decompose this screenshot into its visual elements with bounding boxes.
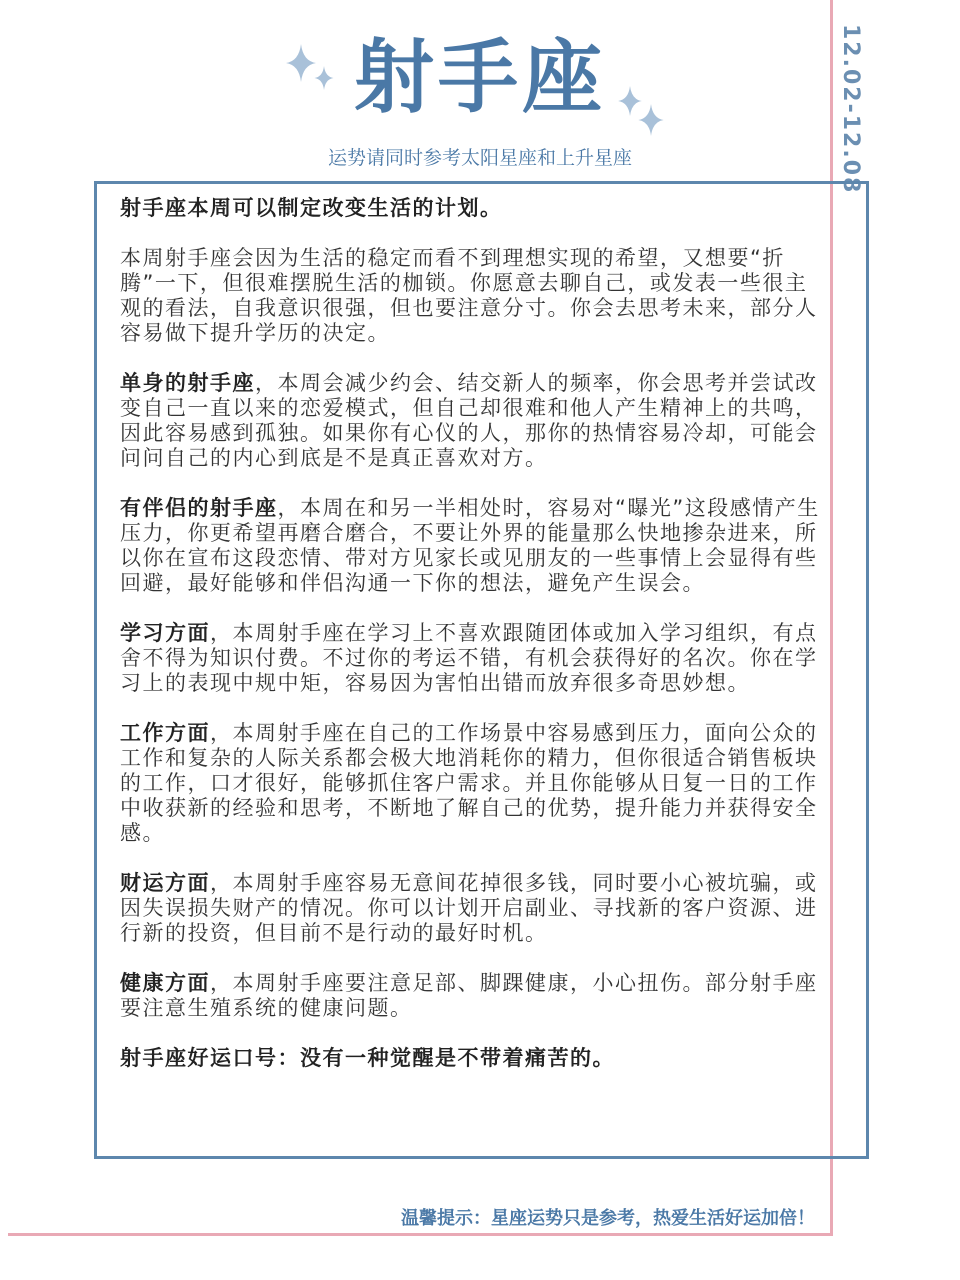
paragraph-health (120, 971, 820, 1021)
paragraph-text: 本周射手座会因为生活的稳定而看不到理想实现的希望，又想要“折腾”一下，但很难摆脱生活的枷锁。你愿意去聊自己，或发表一些很主观的看法，自我意识很强，但也要注意分寸。你会去思考未来，部分人容易做下提升学历的决定。 (120, 246, 818, 345)
footer-tip: 温馨提示：星座运势只是参考，热爱生活好运加倍！ (401, 1208, 815, 1229)
paragraph-slogan (120, 1046, 820, 1071)
paragraph-lead: 财运方面 (120, 871, 210, 895)
paragraph-lead: 工作方面 (120, 721, 210, 745)
paragraph-lead: 射手座本周可以制定改变生活的计划。 (120, 196, 503, 220)
paragraph-text: ，本周在和另一半相处时，容易对“曝光”这段感情产生压力，你更希望再磨合磨合，不要让外界的能量那么快地掺杂进来，所以你在宣布这段恋情、带对方见家长或见朋友的一些事情上会显得有些回避，最好能够和伴侣沟通一下你的想法，避免产生误会。 (120, 496, 820, 595)
paragraph-study (120, 621, 820, 696)
paragraph-overview (120, 246, 820, 346)
paragraph-text: ，本周射手座容易无意间花掉很多钱，同时要小心被坑骗，或因失误损失财产的情况。你可以计划开启副业、寻找新的客户资源、进行新的投资，但目前不是行动的最好时机。 (120, 871, 818, 945)
paragraph-lead: 学习方面 (120, 621, 210, 645)
date-range: 12.02-12.08 (838, 24, 863, 195)
paragraph-lead: 单身的射手座 (120, 371, 255, 395)
paragraph-single (120, 371, 820, 471)
page-title: 射手座 (354, 31, 606, 124)
pink-horizontal-line (8, 1233, 833, 1236)
paragraph-work (120, 721, 820, 846)
page-subtitle: 运势请同时参考太阳星座和上升星座 (327, 147, 632, 169)
paragraph-text: ，本周射手座在自己的工作场景中容易感到压力，面向公众的工作和复杂的人际关系都会极大地消耗你的精力，但你很适合销售板块的工作，口才很好，能够抓住客户需求。并且你能够从日复一日的工作中收获新的经验和思考，不断地了解自己的优势，提升能力并获得安全感。 (120, 721, 818, 845)
paragraph-wealth (120, 871, 820, 946)
paragraph-text: ，本周射手座在学习上不喜欢跟随团体或加入学习组织，有点舍不得为知识付费。不过你的考运不错，有机会获得好的名次。你在学习上的表现中规中矩，容易因为害怕出错而放弃很多奇思妙想。 (120, 621, 818, 695)
paragraph-lead: 健康方面 (120, 971, 210, 995)
paragraph-lead: 有伴侣的射手座 (120, 496, 278, 520)
paragraph-text: ，本周射手座要注意足部、脚踝健康，小心扭伤。部分射手座要注意生殖系统的健康问题。 (120, 971, 818, 1020)
paragraph-text: ，本周会减少约会、结交新人的频率，你会思考并尝试改变自己一直以来的恋爱模式，但自己却很难和他人产生精神上的共鸣，因此容易感到孤独。如果你有心仪的人，那你的热情容易冷却，可能会问问自己的内心到底是不是真正喜欢对方。 (120, 371, 818, 470)
paragraph-partnered (120, 496, 820, 596)
horoscope-content (120, 196, 820, 1096)
paragraph-summary (120, 196, 820, 221)
paragraph-lead: 射手座好运口号：没有一种觉醒是不带着痛苦的。 (120, 1046, 615, 1070)
